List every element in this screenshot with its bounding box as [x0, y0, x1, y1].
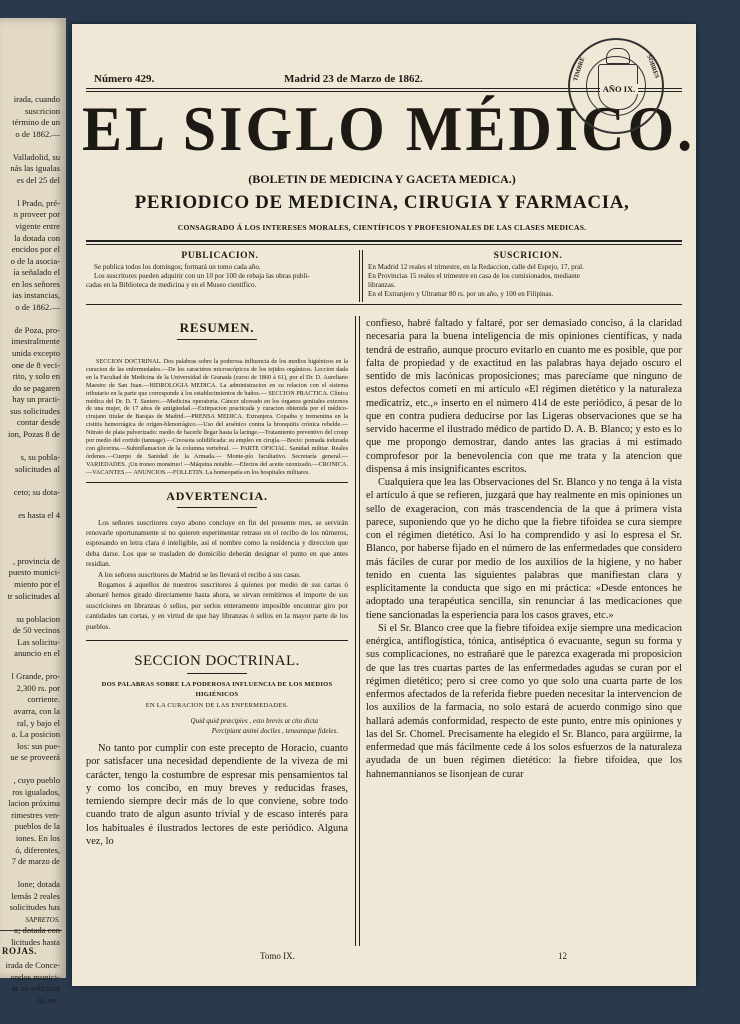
adjacent-page-line: ondos munici-	[10, 971, 60, 982]
section-rule	[86, 482, 348, 483]
summary-heading: RESUMEN.	[179, 320, 255, 335]
box-bottom-rule	[86, 304, 682, 305]
adjacent-page-line	[6, 521, 66, 533]
adjacent-page-line: hay un practi-	[12, 394, 60, 405]
subscription-line: En el Extranjero y Ultramar 80 rs. por un año, y 100 en Filipinas.	[368, 290, 554, 298]
adjacent-page-line: a. La posicion	[11, 729, 60, 740]
notice-paragraph: Rogamos á aquellos de nuestros suscritores á quienes por medio de sus cartas ó abonaré hemos girado directamente hasta ahora, se sirvan remitirnos el importe de sus suscriciones en libranzas ó sellos, por serlos enteramente imposible encontrar giro por cantidades tan cortas, y en virtud de que hay libranzas ó sellos en la mayor parte de los pueblos.	[86, 581, 348, 631]
article-title-line2: EN LA CURACION DE LAS ENFERMEDADES.	[145, 702, 289, 710]
notice-paragraph: Los señores suscritores cuyo abono concluye en fin del presente mes, se servirán renovarle oportunamente si no quieren esperimentar retraso en el recibo de los números, espresando en letra clara é inteligible, así el nombre como la residencia y direccion que deba darse. Los que se trasladen de domicilio deberán designar el punto en que antes residian.	[86, 518, 348, 569]
adjacent-page-line: ue se proveerá	[10, 752, 60, 763]
heading-underline	[177, 507, 257, 508]
adjacent-page-line: los: sus pue-	[17, 740, 60, 751]
adjacent-page-line	[6, 313, 66, 325]
box-divider	[359, 250, 363, 302]
masthead-rule	[86, 240, 682, 242]
adjacent-page-line: irada, cuando	[13, 94, 60, 104]
adjacent-page-line: es hasta el 4	[18, 509, 60, 520]
adjacent-page-line: ía señalado el	[13, 267, 60, 278]
adjacent-page-line: corriente.	[27, 694, 60, 705]
adjacent-page-line: , cuyo pueblo	[13, 775, 60, 786]
heading-underline	[177, 339, 257, 340]
adjacent-page-line: irada de Conce-	[5, 960, 60, 971]
adjacent-page-line: avarra, con la	[13, 705, 60, 716]
adjacent-page-line: l Prado, pré-	[17, 197, 60, 208]
adjacent-page-line: su poblacion	[16, 613, 60, 624]
subscription-heading: SUSCRICION.	[493, 251, 563, 261]
adjacent-page-line: lacion próxima	[8, 798, 60, 809]
adjacent-page-line: iones. En los	[15, 833, 60, 843]
adjacent-page-line: ó, diferentes,	[15, 844, 60, 855]
publication-line: Los suscritores pueden adquirir con un 10 por 100 de rebaja las obras publi-	[94, 272, 310, 280]
masthead-tagline: PERIODICO DE MEDICINA, CIRUGIA Y FARMACIA,	[134, 192, 630, 213]
subscription-line: libranzas.	[368, 281, 396, 289]
doctrinal-heading: SECCION DOCTRINAL.	[134, 653, 300, 670]
adjacent-page-line: puesto munici-	[8, 567, 60, 578]
epigraph-line: Percipiant animi dociles , teneantque fideles.	[211, 727, 338, 736]
adjacent-page-line: de Poza, pro-	[14, 324, 60, 335]
adjacent-page-line: ros igualados,	[12, 786, 60, 797]
tome-label: Tomo IX.	[260, 951, 295, 961]
adjacent-page-line: rito, y solo en	[12, 371, 60, 382]
adjacent-page-rule	[0, 930, 62, 931]
adjacent-page-line: ias instancias,	[12, 290, 60, 301]
page-number: 12	[558, 951, 567, 961]
adjacent-page-line: do se pagaren	[12, 382, 60, 393]
stamp-left-text: TIMBRE	[572, 56, 587, 83]
adjacent-page-line: pueblos de la	[14, 821, 60, 832]
adjacent-page-line: solicitudes al	[14, 463, 60, 474]
adjacent-page-line: ar su solicitud	[11, 983, 60, 994]
adjacent-page-line: miento por el	[14, 578, 60, 589]
article-paragraph: confieso, habré faltado y faltaré, por ser demasiado conciso, á la claridad necesaria para la buena inteligencia de mis opiniones científicas, y nada tendrá de estraño, aunque procuro evitarlo en cuanto me es posible, que por falta de propiedad y de exactitud en las palabras haya dejado oscuro el sentido de mis lacónicas proposiciones; mas parecíame que ninguno de estos defectos cometí en mi artículo «El régimen dietético y la naturaleza medicatriz, etc.,» inserto en el número 414 de este periódico, á pesar de lo que en contra pudiera deducirse por las Ligeras observaciones que se ha servido hacerme el ilustrado médico de partido D. A. B. Blanco; y esto es lo que me propongo demostrar, dando antes las gracias á mi estimado comprofesor por la benevolencia con que me trata y la atencion que dispensa á mis insignificantes escritos.	[366, 318, 682, 475]
adjacent-page-line	[6, 764, 66, 776]
adjacent-page-line	[6, 440, 66, 452]
adjacent-page-line: lemás 2 reales	[11, 890, 60, 901]
crown-icon	[606, 48, 630, 64]
adjacent-page-line: one de 8 veci-	[11, 359, 60, 370]
adjacent-page-line: suscricion	[25, 105, 60, 116]
issue-number: Número 429.	[94, 73, 155, 85]
adjacent-page-line	[6, 140, 66, 152]
adjacent-page-line: es del 25 del	[16, 174, 60, 185]
issue-date: Madrid 23 de Marzo de 1862.	[284, 73, 423, 85]
adjacent-page-bottom-word: ROJAS.	[2, 946, 37, 956]
article-title: DOS PALABRAS SOBRE LA PODEROSA INFLUENCIA DE LOS MEDIOS HIGIÉNICOS	[101, 681, 333, 699]
adjacent-page-line: o de 1862.—	[15, 128, 60, 139]
publication-box	[86, 252, 354, 290]
subscription-box	[368, 252, 688, 299]
adjacent-page-line: encidos por el	[11, 244, 60, 255]
adjacent-page-edge	[0, 18, 66, 1005]
adjacent-page-line	[6, 533, 66, 545]
adjacent-page-line: licitudes hasta	[11, 936, 60, 947]
adjacent-page-line	[6, 660, 66, 672]
adjacent-page-line: lone; dotada	[17, 879, 60, 890]
adjacent-page-line: 2,300 rs. por	[16, 682, 60, 693]
adjacent-page-line	[6, 868, 66, 880]
left-column	[86, 316, 348, 848]
newspaper-page	[72, 24, 696, 986]
adjacent-page-line	[6, 475, 66, 487]
adjacent-page-line: solicitudes has	[9, 902, 60, 913]
publication-line: cadas en la Biblioteca de medicina y en el Museo científico.	[86, 281, 257, 289]
subscription-line: En Provincias 15 reales el trimestre en casa de los comisionados, mediante	[368, 272, 580, 280]
notice-heading: ADVERTENCIA.	[166, 488, 268, 503]
adjacent-page-line: Valladolid, su	[12, 151, 60, 162]
adjacent-page-line: de 50 vecinos	[12, 625, 60, 636]
article-paragraph: Cualquiera que lea las Observaciones del Sr. Blanco y no tenga á la vista el artículo á que se refieren, juzgará que hay realmente en mis opiniones un sello de exageracion, con más trascendencia de la que á primera vista parece, suponiendo que yo he dicho que la fiebre tifoidea se cura siempre con el régimen dietético. Así lo ha comprendido y así lo espresa el Sr. Blanco, por haberse fijado en el número de las enfermedades que considero más fáciles de curar por medio de los auxilios de la higiene, y no haber tenido en cuenta las siguientes palabras que manifiestan clara y esplícitamente la conducta que sigo en mi práctica: «Desde entonces he adoptado una terapéutica sencilla, sin renunciar á las medicaciones que tiene sancionadas la esperiencia para los casos graves, etc.»	[366, 477, 682, 621]
adjacent-page-line: sus solicitudes	[10, 405, 60, 416]
adjacent-page-line	[6, 186, 66, 198]
adjacent-page-line: n proveer por	[13, 209, 60, 220]
adjacent-page-line: rimestres ven-	[11, 809, 60, 820]
adjacent-page-line: unida excepto	[12, 348, 60, 359]
adjacent-page-line: vigente entre	[15, 221, 60, 232]
section-rule	[86, 640, 348, 641]
article-paragraph: No tanto por cumplir con este precepto de Horacio, cuanto por satisfacer una necesidad dependiente de la viveza de mi carácter, tengo la costumbre de espresar mis pensamientos tal y como los concibo, en muy breves y reducidas frases, temiendo siempre decir más de lo que conviene, sobre todo cuando trato de algun asunto trivial y de escaso interés para los habituales é ilustrados lectores de este periódico. Alguna vez, lo	[86, 743, 348, 847]
adjacent-page-line: 7 de marzo de	[11, 856, 60, 867]
masthead-subtitle: (BOLETIN DE MEDICINA Y GACETA MEDICA.)	[248, 172, 516, 186]
subscription-line: En Madrid 12 reales el trimestre, en la Redaccion, calle del Espejo, 17, pral.	[368, 263, 584, 271]
adjacent-page-line: ceto; su dota-	[13, 486, 60, 497]
adjacent-page-line: ia, etc.	[37, 994, 60, 1005]
publication-line: Se publica todos los domingos; formará un tomo cada año.	[94, 263, 261, 271]
publication-heading: PUBLICACION.	[181, 251, 259, 261]
adjacent-page-line: en los señores	[11, 278, 60, 289]
right-column	[366, 317, 682, 781]
masthead-rule-thin	[86, 244, 682, 245]
stamp-year: AÑO IX.	[600, 84, 638, 94]
adjacent-page-line	[6, 602, 66, 614]
adjacent-page-line: , provincia de	[12, 555, 60, 566]
adjacent-page-line: imestralmente	[11, 336, 60, 347]
adjacent-page-signature: SAPRETOS.	[25, 916, 60, 924]
article-body	[86, 742, 348, 848]
stamp-right-text: SOBRES	[645, 54, 661, 80]
masthead-dedication: CONSAGRADO Á LOS INTERESES MORALES, CIENTÍFICOS Y PROFESIONALES DE LAS CLASES MEDICAS.	[177, 223, 587, 232]
masthead-title: EL SIGLO MÉDICO.	[82, 94, 696, 164]
heading-underline	[187, 673, 247, 674]
adjacent-page-line	[6, 544, 66, 556]
column-divider	[355, 316, 360, 946]
notice-paragraph: A los señores suscritores de Madrid se les llevará el recibo á sus casas.	[98, 570, 301, 579]
adjacent-page-line: anuncio en el	[14, 648, 60, 659]
adjacent-page-text	[6, 94, 66, 1006]
adjacent-page-line: l Grande, pro-	[11, 671, 60, 682]
epigraph-line: Quid quid præcipies , esto brevis ut cito dicta	[190, 717, 318, 726]
adjacent-page-line: o de la asocia-	[10, 255, 60, 266]
summary-text: SECCION DOCTRINAL. Dos palabras sobre la poderosa influencia de los medios higiénicos en la curacion de las enfermedades.—De los caractéres microscópicos de los tejidos orgánicos. Leccion dada en la Facultad de Medicina de la Universidad de Granada (curso de 1860 á 61), por el Dr. D. Aureliano Maestre de San Juan.—HIDROLOGIA MEDICA. La administracion en su relacion con el sistema tributario en la parte que corresponde á los establecimientos de baños.— SECCION PRACTICA. Clínica médica del Dr. D. T. Santero.—Medicina operatoria. Cáncer ulcerado en los órganos genitales externos de una mujer, de 17 años de antigüedad.—Extirpacion practicada y curacion obtenida por el médico-cirujano titular de Barajas de Madrid.—PRENSA MEDICA. Extranjera. Copaiba y trementina en la cistitis hemorrágica de origen-blenorrágico.—Uso del arsénico contra la bronquitis crónica rebelde.—Nitrato de plata pulverizado: medio de hacerle llegar hasta la laringe.—Tratamiento preventivo del croup por medio del cortido (tannage).—Creosota solidificada: su empleo en cirujía.—Bocio: pomada iodurada con glicerina.—Subinflamacion de la columna vertebral. — PARTE OFICIAL. Sanidad militar. Reales órdenes.—Cuerpo de Sanidad de la Armada.— Monte-pío facultativo. Secretaría general.—VARIEDADES. ¡Un troneo monstruo! —Máquina notable.—Efectos del aceite ozonizado.—CRONICA.—VACANTES.— ANUNCIOS.—FOLLETIN. La homeopatía en los hospitales militares.	[86, 358, 348, 476]
adjacent-page-line: ion, Pozas 8 de	[7, 428, 60, 439]
article-paragraph: Si el Sr. Blanco cree que la fiebre tifoidea exije siempre una medicacion enérgica, antiflogística, tónica, antiséptica ó evacuante, segun su forma y sus complicaciones, no estrañaré que le parezca exagerada mi proposicion de que las tres cuartas partes de las enfermedades agudas se curan por el régimen dietético; pero si cree como yo que solo una cuarta parte de los enfermos afectados de la referida fiebre pueden necesitar la intervencion de los auxilios de la farmacia, no solo estará de acuerdo conmigo sino que hallará además conformidad, respecto de este punto, entre mis opiniones y las del Sr. Chomel. Precisamente ha elegido el Sr. Blanco, para argüirme, la enfermedad que más fácilmente cede á los solos esfuerzos de la naturaleza ayudada de un buen régimen dietético: la fiebre tifoidea, que los hahnemannianos se lisonjean de curar	[366, 622, 682, 780]
adjacent-page-line: término de un	[12, 117, 60, 128]
adjacent-page-line: ral, y bajo el	[17, 717, 60, 728]
adjacent-page-line: nás las igualas	[10, 163, 60, 174]
adjacent-page-line: Las solicitu-	[17, 636, 60, 647]
adjacent-page-line	[6, 498, 66, 510]
adjacent-page-line: s, su pobla-	[20, 451, 60, 462]
adjacent-page-line: contar desde	[16, 417, 60, 428]
adjacent-page-line: o de 1862.—	[15, 301, 60, 312]
adjacent-page-line: la dotada con	[14, 232, 60, 243]
adjacent-page-line	[6, 925, 66, 937]
tax-stamp	[568, 38, 664, 134]
adjacent-page-line: tr solicitudes al	[7, 590, 60, 601]
